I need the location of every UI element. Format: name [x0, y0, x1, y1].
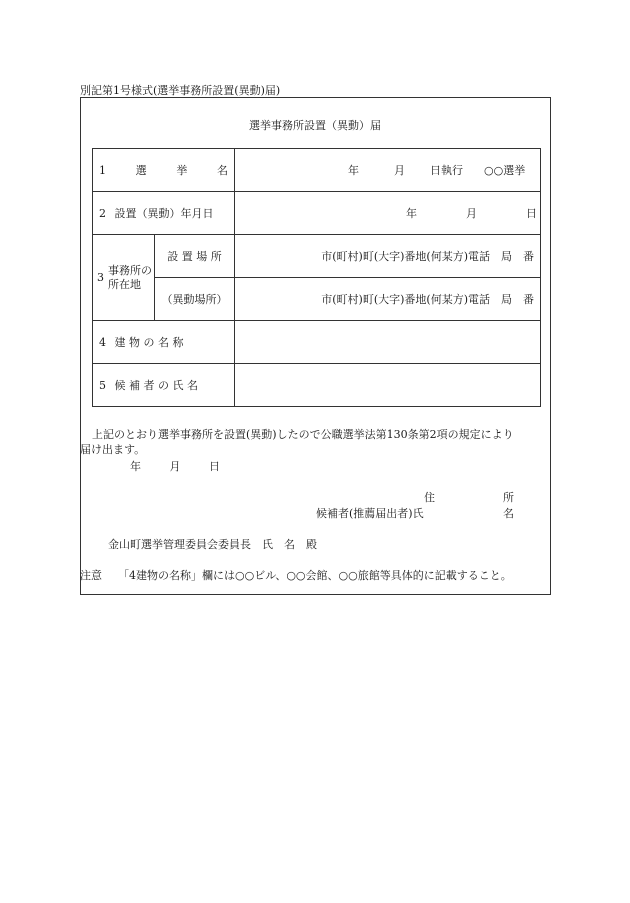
note	[80, 567, 512, 583]
value-building-name	[235, 321, 541, 364]
form-table	[92, 148, 541, 407]
label-char: 挙	[176, 164, 188, 177]
address-part: 住	[424, 491, 435, 504]
address-part: 所	[503, 491, 514, 504]
label-setup-date	[93, 192, 235, 235]
candidate-part: 候補者(推薦届出者)氏	[316, 507, 424, 520]
address-line	[424, 489, 514, 505]
sublabel-moved-place: （異動場所）	[155, 278, 235, 321]
form-caption: 別記第1号様式(選挙事務所設置(異動)届)	[80, 84, 281, 97]
document-title: 選挙事務所設置（異動）届	[249, 119, 381, 132]
statement-line: 上記のとおり選挙事務所を設置(異動)したので公職選挙法第130条第2項の規定により	[92, 428, 514, 441]
label-building-name	[93, 321, 235, 364]
row-election-name	[93, 149, 541, 192]
statement-text	[80, 427, 550, 457]
date-part: 月	[169, 460, 181, 473]
label-office-location	[93, 235, 155, 321]
label-char: 名	[216, 164, 228, 177]
label-candidate-name	[93, 364, 235, 407]
value-part: 月	[466, 207, 477, 220]
addressee: 金山町選挙管理委員会委員長 氏 名 殿	[108, 538, 317, 551]
row-candidate-name	[93, 364, 541, 407]
value-setup-place: 市(町村)町(大字)番地(何某方)電話 局 番	[235, 235, 541, 278]
row-building-name	[93, 321, 541, 364]
value-moved-place: 市(町村)町(大字)番地(何某方)電話 局 番	[235, 278, 541, 321]
row-moved-location	[93, 278, 541, 321]
value-part: ○○選挙	[484, 164, 526, 177]
value-part: 月	[394, 164, 405, 177]
value-election-name	[235, 149, 541, 192]
label-text: 候 補 者 の 氏 名	[114, 379, 198, 392]
label-char: 選	[135, 164, 147, 177]
candidate-part: 名	[503, 507, 514, 520]
statement-line: 届け出ます。	[80, 443, 146, 456]
row-number: 5	[99, 379, 106, 392]
value-part: 年	[406, 207, 417, 220]
row-number: 4	[99, 336, 106, 349]
value-setup-date	[235, 192, 541, 235]
note-label: 注意	[80, 569, 102, 582]
date-part: 年	[130, 460, 141, 473]
date-line	[130, 458, 220, 474]
row-office-location	[93, 235, 541, 278]
note-text: 「4建物の名称」欄には○○ビル、○○会館、○○旅館等具体的に記載すること。	[118, 569, 512, 582]
row-number: 2	[99, 207, 106, 220]
label-text: 建 物 の 名 称	[114, 336, 184, 349]
value-candidate-name	[235, 364, 541, 407]
row-number: 3	[97, 271, 104, 284]
candidate-line	[316, 505, 514, 521]
label-text: 設置（異動）年月日	[114, 207, 214, 220]
row-number: 1	[99, 163, 106, 177]
value-part: 年	[348, 164, 359, 177]
sublabel-setup-place: 設 置 場 所	[155, 235, 235, 278]
row-setup-date	[93, 192, 541, 235]
label-text: 事務所の所在地	[108, 263, 152, 291]
label-election-name	[93, 149, 235, 192]
date-part: 日	[209, 460, 220, 473]
value-part: 日執行	[430, 164, 463, 177]
value-part: 日	[526, 207, 537, 220]
